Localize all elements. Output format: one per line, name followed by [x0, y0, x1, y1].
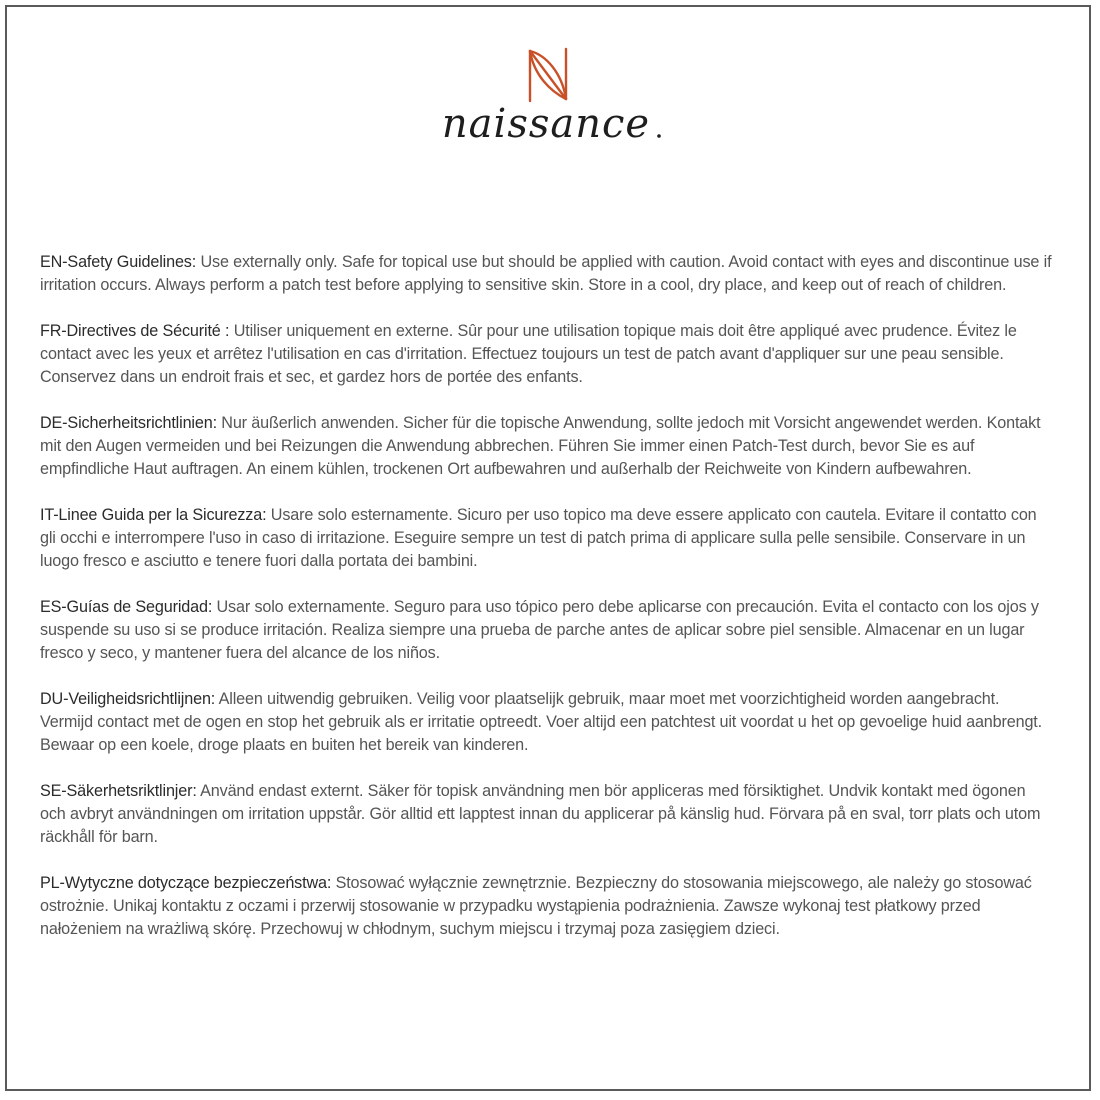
section-body: Utiliser uniquement en externe. Sûr pour une utilisation topique mais doit être appliqué avec prudence. Évitez le contact avec les yeux et arrêtez l'utilisation en cas d'irritation. Effectuez toujours un test de patch avant d'appliquer sur une peau sensible. Conservez dans un endroit frais et sec, et gardez hors de portée des enfants. [40, 322, 1017, 386]
section-heading: ES-Guías de Seguridad: [40, 598, 213, 616]
section-heading: EN-Safety Guidelines: [40, 253, 197, 271]
section-heading: PL-Wytyczne dotyczące bezpieczeństwa: [40, 874, 332, 892]
section-body: Use externally only. Safe for topical use but should be applied with caution. Avoid contact with eyes and discontinue use if irritation occurs. Always perform a patch test before applying to sensitive skin. Store in a cool, dry place, and keep out of reach of children. [40, 253, 1052, 294]
safety-guidelines [40, 251, 1052, 964]
section-body: Stosować wyłącznie zewnętrznie. Bezpieczny do stosowania miejscowego, ale należy go stosować ostrożnie. Unikaj kontaktu z oczami i przerwij stosowanie w przypadku wystąpienia podrażnienia. Zawsze wykonaj test płatkowy przed nałożeniem na wrażliwą skórę. Przechowuj w chłodnym, suchym miejscu i trzymaj poza zasięgiem dzieci. [40, 874, 1032, 938]
section-en [40, 251, 1052, 297]
section-heading: DE-Sicherheitsrichtlinien: [40, 414, 217, 432]
section-body: Alleen uitwendig gebruiken. Veilig voor plaatselijk gebruik, maar moet met voorzichtigheid worden aangebracht. Vermijd contact met de ogen en stop het gebruik als er irritatie optreedt. Voer altijd een patchtest uit voordat u het op gevoelige huid aanbrengt. Bewaar op een koele, droge plaats en buiten het bereik van kinderen. [40, 690, 1043, 754]
section-pl [40, 872, 1052, 941]
section-fr [40, 320, 1052, 389]
leaf-square-icon [524, 45, 572, 103]
brand-logo [7, 45, 1089, 153]
section-de [40, 412, 1052, 481]
section-body: Nur äußerlich anwenden. Sicher für die topische Anwendung, sollte jedoch mit Vorsicht angewendet werden. Kontakt mit den Augen vermeiden und bei Reizungen die Anwendung abbrechen. Führen Sie immer einen Patch-Test durch, bevor Sie es auf empfindliche Haut auftragen. An einem kühlen, trockenen Ort aufbewahren und außerhalb der Reichweite von Kindern aufbewahren. [40, 414, 1041, 478]
section-body: Usar solo externamente. Seguro para uso tópico pero debe aplicarse con precaución. Evita el contacto con los ojos y suspende su uso si se produce irritación. Realiza siempre una prueba de parche antes de aplicar sobre piel sensible. Almacenar en un lugar fresco y seco, y mantener fuera del alcance de los niños. [40, 598, 1039, 662]
brand-name: naissance [441, 103, 651, 147]
brand-wordmark [418, 103, 678, 153]
section-es [40, 596, 1052, 665]
section-du [40, 688, 1052, 757]
section-heading: SE-Säkerhetsriktlinjer: [40, 782, 197, 800]
section-body: Usare solo esternamente. Sicuro per uso topico ma deve essere applicato con cautela. Evitare il contatto con gli occhi e interrompere l'uso in caso di irritazione. Eseguire sempre un test di patch prima di applicare sulla pelle sensibile. Conservare in un luogo fresco e asciutto e tenere fuori dalla portata dei bambini. [40, 506, 1037, 570]
section-heading: IT-Linee Guida per la Sicurezza: [40, 506, 267, 524]
section-heading: DU-Veiligheidsrichtlijnen: [40, 690, 216, 708]
section-se [40, 780, 1052, 849]
section-body: Använd endast externt. Säker för topisk användning men bör appliceras med försiktighet. Undvik kontakt med ögonen och avbryt användningen om irritation uppstår. Gör alltid ett lapptest innan du applicerar på känslig hud. Förvara på en sval, torr plats och utom räckhåll för barn. [40, 782, 1041, 846]
section-it [40, 504, 1052, 573]
section-heading: FR-Directives de Sécurité : [40, 322, 230, 340]
